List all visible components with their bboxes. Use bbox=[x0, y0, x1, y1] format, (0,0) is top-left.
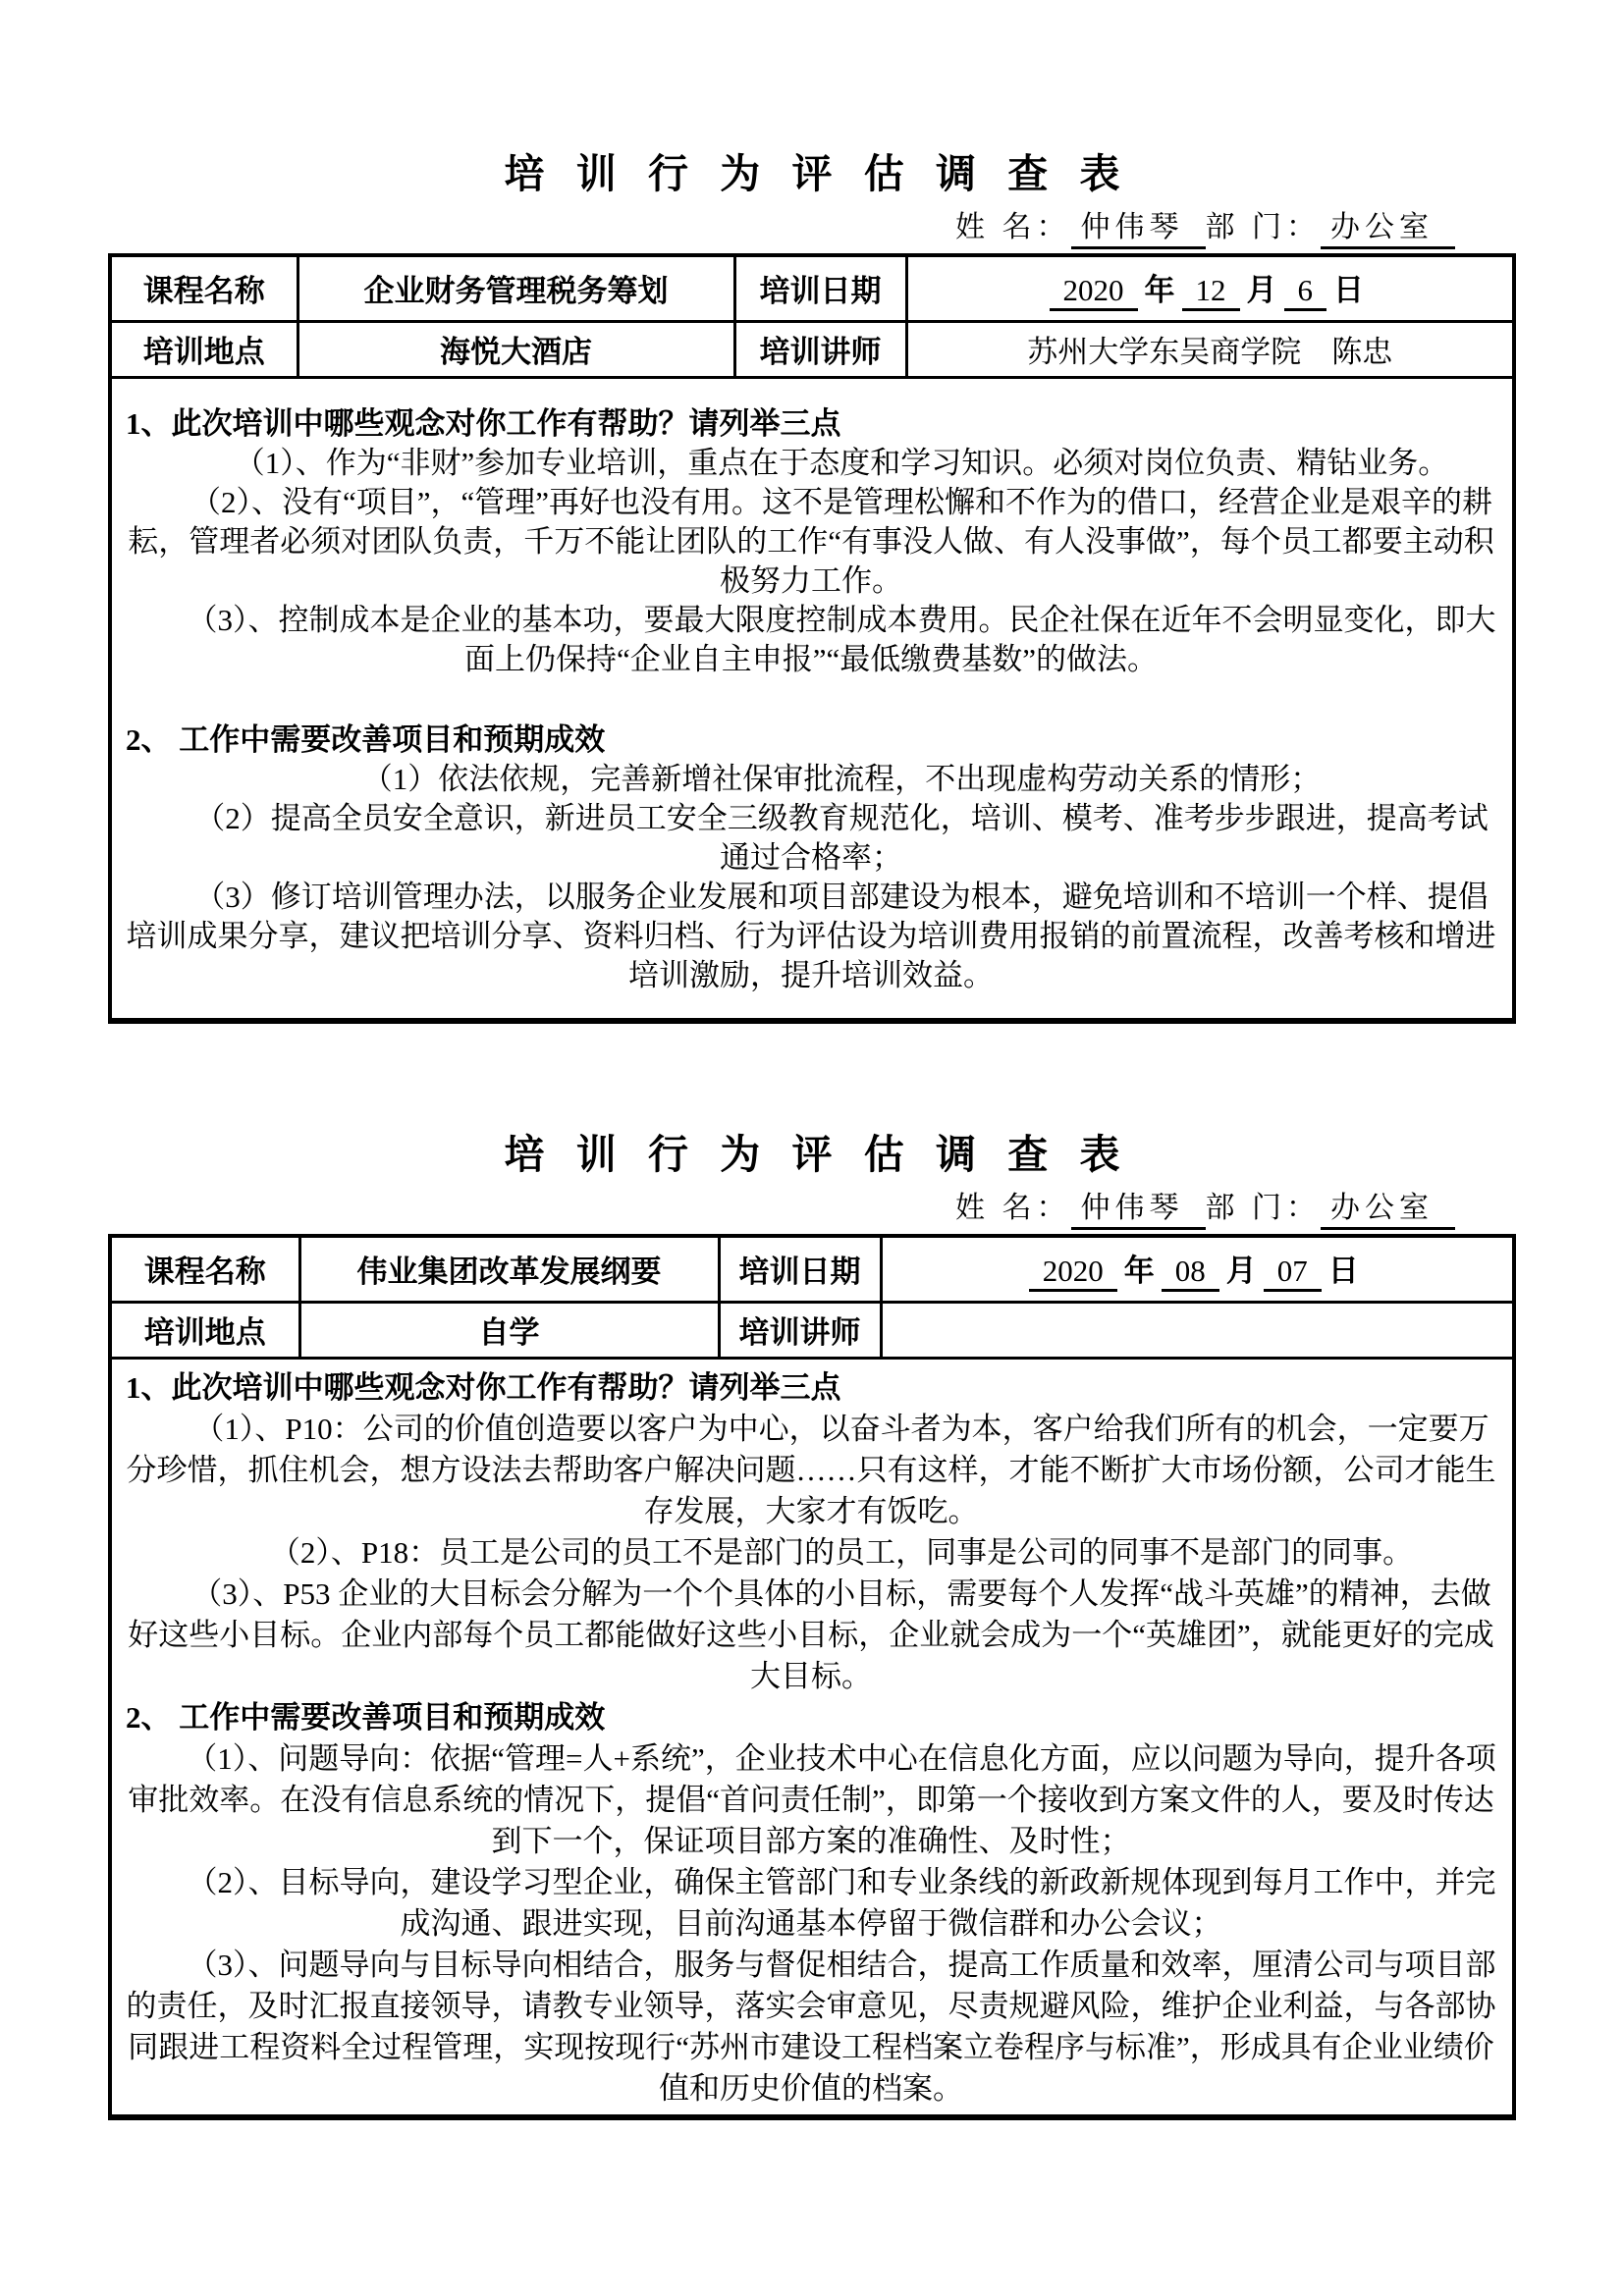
lecturer-label-cell: 培训讲师 bbox=[719, 1302, 881, 1358]
location-value-cell: 海悦大酒店 bbox=[298, 321, 734, 377]
lecturer-value-cell bbox=[881, 1302, 1514, 1358]
name-value: 仲伟琴 bbox=[1071, 1190, 1206, 1230]
date-month-value: 08 bbox=[1162, 1254, 1219, 1292]
answer-paragraph: （2）提高全员安全意识，新进员工安全三级教育规范化，培训、模考、准考步步跟进，提高考试通过合格率； bbox=[194, 801, 1489, 876]
date-year-unit: 年 bbox=[1123, 1254, 1155, 1289]
answer-paragraph: （2）、P18：员工是公司的员工不是部门的员工，同事是公司的同事不是部门的同事。 bbox=[269, 1535, 1414, 1571]
question-2-heading: 2、 工作中需要改善项目和预期成效 bbox=[126, 722, 606, 758]
byline bbox=[0, 1187, 1624, 1230]
course-value-cell: 伟业集团改革发展纲要 bbox=[299, 1236, 719, 1302]
question-1-heading: 1、此次培训中哪些观念对你工作有帮助？请列举三点 bbox=[126, 1370, 841, 1406]
table-row bbox=[110, 255, 1514, 321]
date-year-unit: 年 bbox=[1144, 273, 1175, 308]
form-header-table bbox=[108, 1234, 1516, 2120]
dept-label: 部 门： bbox=[1205, 1192, 1321, 1224]
answer-paragraph: （3）、控制成本是企业的基本功，要最大限度控制成本费用。民企社保在近年不会明显变化，即大面上仍保持“企业自主申报”“最低缴费基数”的做法。 bbox=[187, 603, 1496, 677]
form-separator bbox=[0, 1024, 1624, 1128]
table-row bbox=[110, 1358, 1514, 2117]
table-row bbox=[110, 1302, 1514, 1358]
table-row bbox=[110, 1236, 1514, 1302]
name-value: 仲伟琴 bbox=[1071, 209, 1206, 249]
answers-cell bbox=[110, 377, 1514, 1021]
answer-paragraph: （3）、问题导向与目标导向相结合，服务与督促相结合，提高工作质量和效率，厘清公司与项目部的责任，及时汇报直接领导，请教专业领导，落实会审意见，尽责规避风险，维护企业利益，与各部协同跟进工程资料全过程管理，实现按现行“苏州市建设工程档案立卷程序与标准”，形成具有企业业绩价值和历史价值的档案。 bbox=[126, 1948, 1496, 2107]
date-value-cell bbox=[906, 255, 1514, 321]
lecturer-value-cell: 苏州大学东吴商学院 陈忠 bbox=[906, 321, 1514, 377]
date-day-unit: 日 bbox=[1333, 273, 1364, 308]
location-value-cell: 自学 bbox=[299, 1302, 719, 1358]
date-value-cell bbox=[881, 1236, 1514, 1302]
table-row bbox=[110, 377, 1514, 1021]
date-month-value: 12 bbox=[1182, 273, 1240, 311]
course-value-cell: 企业财务管理税务筹划 bbox=[298, 255, 734, 321]
name-label: 姓 名： bbox=[955, 211, 1071, 243]
dept-value: 办公室 bbox=[1321, 1190, 1455, 1230]
course-label-cell: 课程名称 bbox=[110, 1236, 299, 1302]
evaluation-form-2 bbox=[0, 1128, 1624, 2120]
form-title: 培 训 行 为 评 估 调 查 表 bbox=[504, 151, 1131, 196]
answer-paragraph: （1）、作为“非财”参加专业培训，重点在于态度和学习知识。必须对岗位负责、精钻业务。 bbox=[234, 446, 1449, 481]
form-title: 培 训 行 为 评 估 调 查 表 bbox=[504, 1132, 1131, 1177]
location-label-cell: 培训地点 bbox=[110, 1302, 299, 1358]
dept-value: 办公室 bbox=[1321, 209, 1455, 249]
course-label-cell: 课程名称 bbox=[110, 255, 298, 321]
answer-paragraph: （3）、P53 企业的大目标会分解为一个个具体的小目标，需要每个人发挥“战斗英雄”的精神，去做好这些小目标。企业内部每个员工都能做好这些小目标，企业就会成为一个“英雄团”，就能更好的完成大目标。 bbox=[128, 1576, 1494, 1694]
question-1-heading: 1、此次培训中哪些观念对你工作有帮助？请列举三点 bbox=[126, 406, 841, 442]
answer-paragraph: （3）修订培训管理办法，以服务企业发展和项目部建设为根本，避免培训和不培训一个样、提倡培训成果分享，建议把培训分享、资料归档、行为评估设为培训费用报销的前置流程，改善考核和增进培训激励，提升培训效益。 bbox=[126, 880, 1496, 993]
date-month-unit: 月 bbox=[1246, 273, 1277, 308]
answer-paragraph: （1）、P10：公司的价值创造要以客户为中心，以奋斗者为本，客户给我们所有的机会，一定要万分珍惜，抓住机会，想方设法去帮助客户解决问题……只有这样，才能不断扩大市场份额，公司才能生存发展，大家才有饭吃。 bbox=[126, 1412, 1496, 1529]
answer-paragraph: （1）依法依规，完善新增社保审批流程，不出现虚构劳动关系的情形； bbox=[361, 762, 1322, 797]
answer-paragraph: （1）、问题导向：依据“管理=人+系统”，企业技术中心在信息化方面，应以问题为导向，提升各项审批效率。在没有信息系统的情况下，提倡“首问责任制”，即第一个接收到方案文件的人，要及时传达到下一个，保证项目部方案的准确性、及时性； bbox=[128, 1741, 1496, 1859]
lecturer-label-cell: 培训讲师 bbox=[734, 321, 906, 377]
answer-paragraph: （2）、没有“项目”，“管理”再好也没有用。这不是管理松懈和不作为的借口，经营企业是艰辛的耕耘，管理者必须对团队负责，千万不能让团队的工作“有事没人做、有人没事做”，每个员工都要主动积极努力工作。 bbox=[128, 485, 1494, 599]
date-day-value: 07 bbox=[1264, 1254, 1322, 1292]
question-2-heading: 2、 工作中需要改善项目和预期成效 bbox=[126, 1700, 606, 1735]
date-label-cell: 培训日期 bbox=[734, 255, 906, 321]
date-day-unit: 日 bbox=[1327, 1254, 1359, 1289]
dept-label: 部 门： bbox=[1205, 211, 1321, 243]
evaluation-form-1 bbox=[0, 147, 1624, 1024]
answers-cell bbox=[110, 1358, 1514, 2117]
date-year-value: 2020 bbox=[1050, 273, 1138, 311]
date-label-cell: 培训日期 bbox=[719, 1236, 881, 1302]
date-day-value: 6 bbox=[1284, 273, 1327, 311]
answer-paragraph: （2）、目标导向，建设学习型企业，确保主管部门和专业条线的新政新规体现到每月工作中，并完成沟通、跟进实现，目前沟通基本停留于微信群和办公会议； bbox=[187, 1865, 1496, 1942]
location-label-cell: 培训地点 bbox=[110, 321, 298, 377]
byline bbox=[0, 206, 1624, 249]
date-month-unit: 月 bbox=[1225, 1254, 1257, 1289]
table-row bbox=[110, 321, 1514, 377]
form-header-table bbox=[108, 253, 1516, 1024]
date-year-value: 2020 bbox=[1029, 1254, 1117, 1292]
name-label: 姓 名： bbox=[955, 1192, 1071, 1224]
